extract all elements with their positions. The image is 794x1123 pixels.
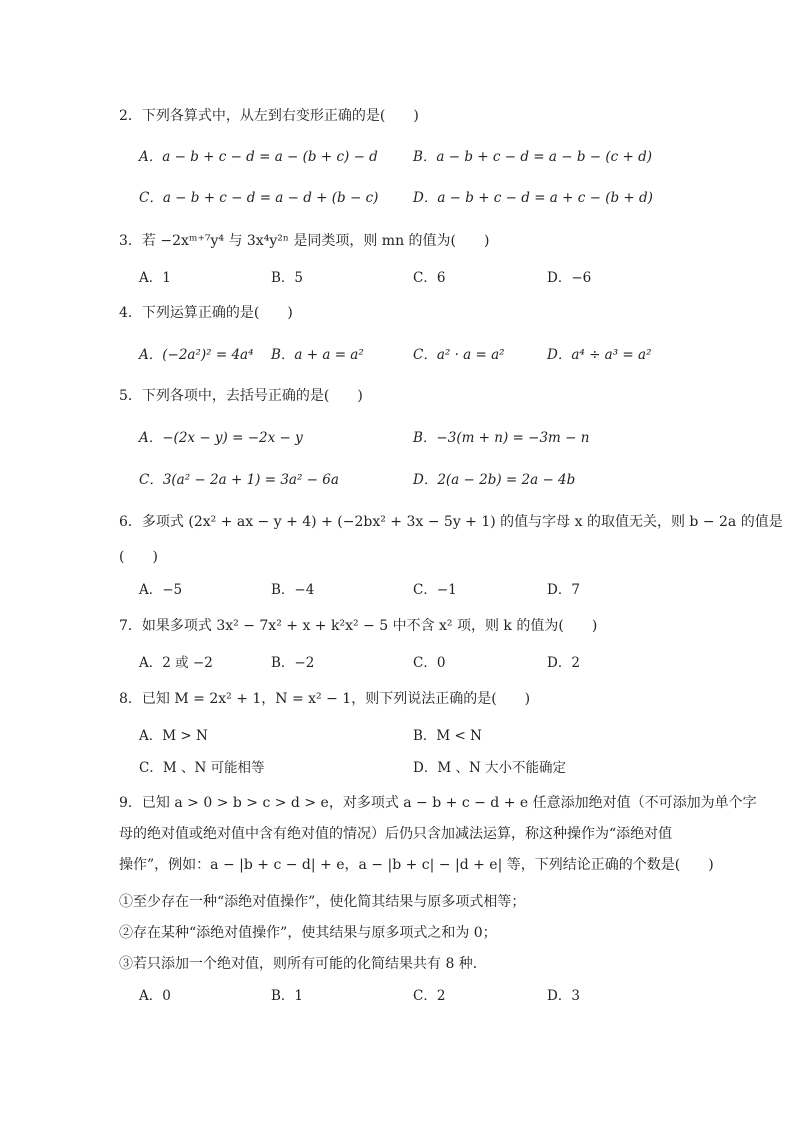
- question-8-option-b: B．M < N: [413, 728, 482, 744]
- question-3-option-b: B．5: [271, 270, 304, 286]
- question-2-option-b: B．a − b + c − d = a − b − (c + d): [413, 149, 652, 165]
- question-6-option-b: B．−4: [271, 582, 315, 598]
- question-9-stem-line-2: 母的绝对值或绝对值中含有绝对值的情况）后仍只含加减法运算，称这种操作为“添绝对值: [119, 826, 673, 842]
- question-4-option-b: B．a + a = a²: [271, 347, 364, 363]
- question-8-stem: 8．已知 M = 2x² + 1，N = x² − 1，则下列说法正确的是( ): [119, 691, 531, 707]
- question-7-option-a: A．2 或 −2: [139, 655, 213, 671]
- question-5-option-d: D．2(a − 2b) = 2a − 4b: [413, 472, 576, 488]
- question-2-option-c: C．a − b + c − d = a − d + (b − c): [139, 190, 379, 206]
- question-5-option-a: A．−(2x − y) = −2x − y: [139, 430, 303, 446]
- question-3-option-a: A．1: [139, 270, 171, 286]
- question-8-option-c: C．M 、N 可能相等: [139, 760, 265, 776]
- question-5-stem: 5．下列各项中，去括号正确的是( ): [119, 388, 363, 404]
- question-2-stem: 2．下列各算式中，从左到右变形正确的是( ): [119, 108, 419, 124]
- question-9-option-a: A．0: [139, 988, 171, 1004]
- question-6-option-d: D．7: [547, 582, 580, 598]
- question-7-option-b: B．−2: [271, 655, 315, 671]
- question-9-option-b: B．1: [271, 988, 304, 1004]
- question-9-statement-2: ②存在某种“添绝对值操作”，使其结果与原多项式之和为 0；: [119, 925, 497, 941]
- question-2-option-a: A．a − b + c − d = a − (b + c) − d: [139, 149, 378, 165]
- question-9-statement-1: ①至少存在一种“添绝对值操作”，使化简其结果与原多项式相等；: [119, 894, 526, 910]
- question-5-option-c: C．3(a² − 2a + 1) = 3a² − 6a: [139, 472, 339, 488]
- question-9-option-c: C．2: [413, 988, 446, 1004]
- question-7-stem: 7．如果多项式 3x² − 7x² + x + k²x² − 5 中不含 x² 项，则 k 的值为( ): [119, 618, 598, 634]
- question-3-option-c: C．6: [413, 270, 446, 286]
- question-9-stem-line-1: 9．已知 a > 0 > b > c > d > e，对多项式 a − b + c − d + e 任意添加绝对值（不可添加为单个字: [119, 795, 757, 811]
- question-9-option-d: D．3: [547, 988, 580, 1004]
- question-6-option-a: A．−5: [139, 582, 183, 598]
- question-5-option-b: B．−3(m + n) = −3m − n: [413, 430, 590, 446]
- question-8-option-d: D．M 、N 大小不能确定: [413, 760, 567, 776]
- question-7-option-c: C．0: [413, 655, 446, 671]
- question-6-option-c: C．−1: [413, 582, 457, 598]
- question-9-statement-3: ③若只添加一个绝对值，则所有可能的化简结果共有 8 种．: [119, 956, 487, 972]
- question-3-option-d: D．−6: [547, 270, 592, 286]
- question-6-stem-line-1: 6．多项式 (2x² + ax − y + 4) + (−2bx² + 3x − 5y + 1) 的值与字母 x 的取值无关，则 b − 2a 的值是: [119, 514, 783, 530]
- question-3-stem: 3．若 −2xᵐ⁺⁷y⁴ 与 3x⁴y²ⁿ 是同类项，则 mn 的值为( ): [119, 233, 490, 249]
- question-9-stem-line-3: 操作”，例如：a − |b + c − d| + e，a − |b + c| − |d + e| 等，下列结论正确的个数是( ): [119, 857, 714, 873]
- question-4-option-a: A．(−2a²)² = 4a⁴: [139, 347, 254, 363]
- question-4-option-d: D．a⁴ ÷ a³ = a²: [547, 347, 652, 363]
- question-2-option-d: D．a − b + c − d = a + c − (b + d): [413, 190, 653, 206]
- question-4-stem: 4．下列运算正确的是( ): [119, 305, 293, 321]
- question-4-option-c: C．a² · a = a²: [413, 347, 505, 363]
- question-7-option-d: D．2: [547, 655, 580, 671]
- question-8-option-a: A．M > N: [139, 728, 208, 744]
- question-6-stem-line-2: ( ): [119, 549, 158, 565]
